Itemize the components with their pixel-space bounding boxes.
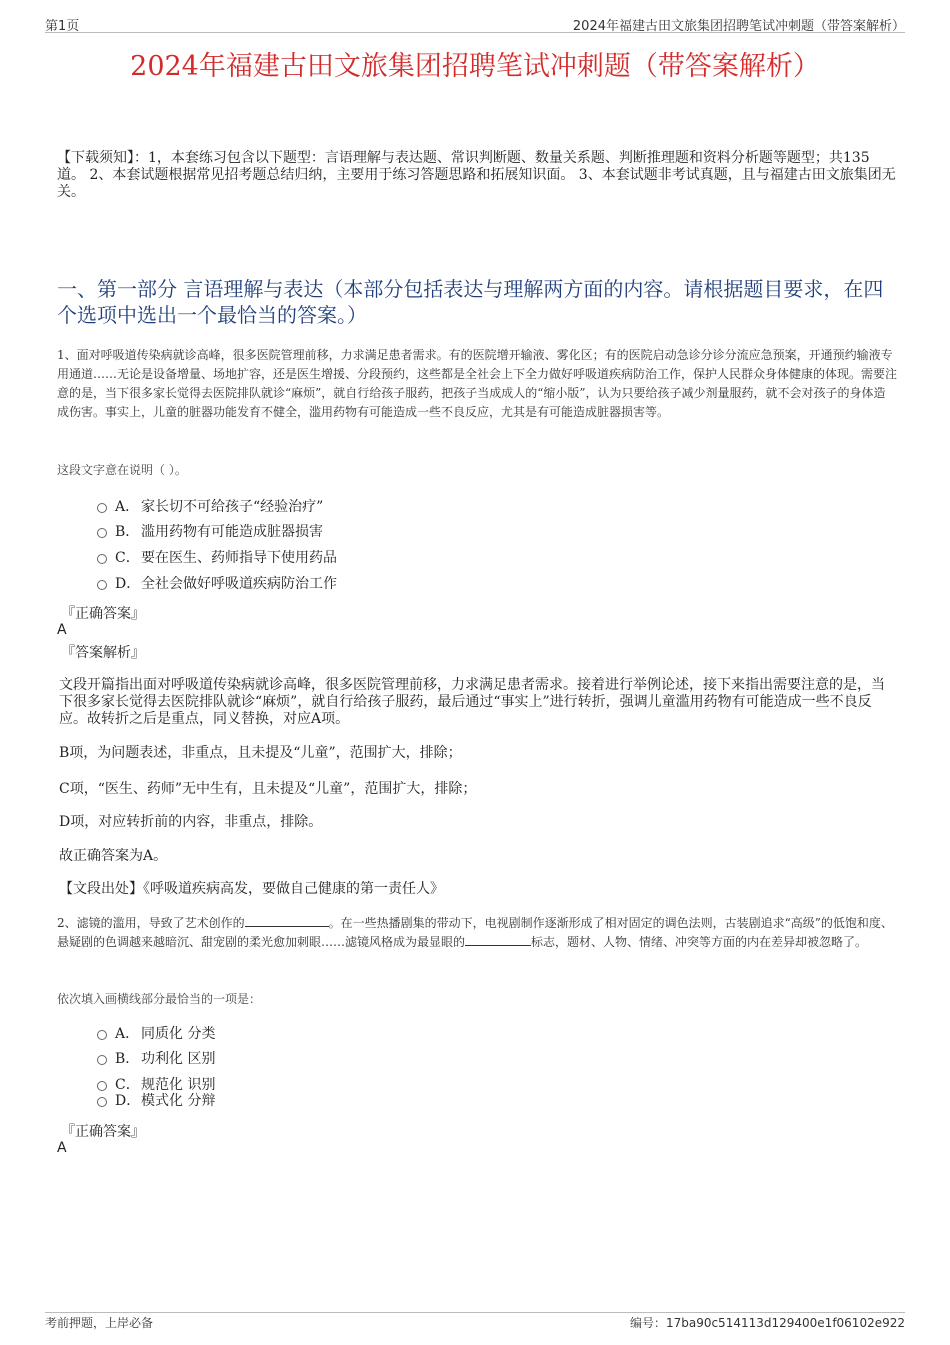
question-1-option-b[interactable]: B． 滥用药物有可能造成脏器损害 <box>97 522 323 542</box>
header-doc-title: 2024年福建古田文旅集团招聘笔试冲刺题（带答案解析） <box>572 19 905 34</box>
question-2-option-d[interactable]: D．模式化 分辩 <box>97 1091 215 1111</box>
download-notice: 【下载须知】：1，本套练习包含以下题型：言语理解与表达题、常识判断题、数量关系题、判断推理题和资料分析题等题型；共135道。 2、本套试题根据常见招考题总结归纳，主要用于练习答题思路和拓展知识面。 3、本套试题非考试真题，且与福建古田文旅集团无关。 <box>57 150 896 200</box>
fill-blank-2 <box>465 935 531 946</box>
question-2-prompt: 依次填入画横线部分最恰当的一项是： <box>57 992 262 1006</box>
question-2-answer: A <box>57 1140 67 1156</box>
question-1-answer: A <box>57 622 67 638</box>
question-1-source: 【文段出处】《呼吸道疾病高发，要做自己健康的第一责任人》 <box>59 881 444 897</box>
radio-icon[interactable] <box>97 554 107 564</box>
question-1-option-a[interactable]: A． 家长切不可给孩子“经验治疗” <box>97 497 323 517</box>
fill-blank-1 <box>245 916 329 927</box>
question-1-option-d[interactable]: D．全社会做好呼吸道疾病防治工作 <box>97 574 337 594</box>
radio-icon[interactable] <box>97 580 107 590</box>
question-2-text: 2、滤镜的滥用，导致了艺术创作的 。在一些热播剧集的带动下，电视剧制作逐渐形成了相对固定的调色法则，古装剧追求“高级”的低饱和度、悬疑剧的色调越来越暗沉、甜宠剧的柔光愈加刺眼……滤镜风格成为最显眼的 标志，题材、人物、情绪、冲突等方面的内在差异却被忽略了。 <box>57 916 893 949</box>
question-1-answer-label: 『正确答案』 <box>61 606 145 622</box>
radio-icon[interactable] <box>97 528 107 538</box>
page-number: 第1页 <box>45 19 80 34</box>
header-divider <box>45 32 905 33</box>
footer-id: 编号：17ba90c514113d129400e1f06102e922 <box>629 1316 905 1330</box>
question-1-conclusion: 故正确答案为A。 <box>59 848 168 864</box>
radio-icon[interactable] <box>97 1055 107 1065</box>
question-1-analysis-main: 文段开篇指出面对呼吸道传染病就诊高峰，很多医院管理前移，力求满足患者需求。接着进行举例论述，接下来指出需要注意的是，当下很多家长觉得去医院排队就诊“麻烦”，就自行给孩子服药，最后通过“事实上”进行转折，强调儿童滥用药物有可能造成一些不良反应。故转折之后是重点，同义替换，对应A项。 <box>59 677 885 727</box>
radio-icon[interactable] <box>97 1097 107 1107</box>
question-1-analysis-c: C项，“医生、药师”无中生有，且未提及“儿童”，范围扩大，排除； <box>59 781 477 797</box>
question-2-option-a[interactable]: A． 同质化 分类 <box>97 1024 215 1044</box>
question-2-option-c[interactable]: C．规范化 识别 <box>97 1075 215 1095</box>
question-1-analysis-label: 『答案解析』 <box>61 645 145 661</box>
question-1-text: 1、面对呼吸道传染病就诊高峰，很多医院管理前移，力求满足患者需求。有的医院增开输液、雾化区；有的医院启动急诊分诊分流应急预案，开通预约输液专用通道……无论是设备增量、场地扩容，还是医生增援、分段预约，这些都是全社会上下全力做好呼吸道疾病防治工作，保护人民群众身体健康的体现。需要注意的是，当下很多家长觉得去医院排队就诊“麻烦”，就自行给孩子服药，把孩子当成成人的“缩小版”，认为只要给孩子减少剂量服药，就不会对孩子的身体造成伤害。事实上，儿童的脏器功能发育不健全，滥用药物有可能造成一些不良反应，尤其是有可能造成脏器损害等。 <box>57 348 898 419</box>
footer-divider <box>45 1312 905 1313</box>
question-1-analysis-d: D项，对应转折前的内容，非重点，排除。 <box>59 814 323 830</box>
question-1-analysis-b: B项，为问题表述，非重点，且未提及“儿童”，范围扩大，排除； <box>59 745 462 761</box>
radio-icon[interactable] <box>97 503 107 513</box>
radio-icon[interactable] <box>97 1030 107 1040</box>
question-2-answer-label: 『正确答案』 <box>61 1124 145 1140</box>
radio-icon[interactable] <box>97 1081 107 1091</box>
question-1-prompt: 这段文字意在说明（ ）。 <box>57 463 187 477</box>
section-heading: 一、第一部分 言语理解与表达（本部分包括表达与理解两方面的内容。请根据题目要求，在四个选项中选出一个最恰当的答案。） <box>57 277 884 327</box>
page-title: 2024年福建古田文旅集团招聘笔试冲刺题（带答案解析） <box>130 51 820 82</box>
question-1-option-c[interactable]: C．要在医生、药师指导下使用药品 <box>97 548 337 568</box>
question-2-option-b[interactable]: B． 功利化 区别 <box>97 1049 215 1069</box>
footer-slogan: 考前押题，上岸必备 <box>45 1316 154 1330</box>
